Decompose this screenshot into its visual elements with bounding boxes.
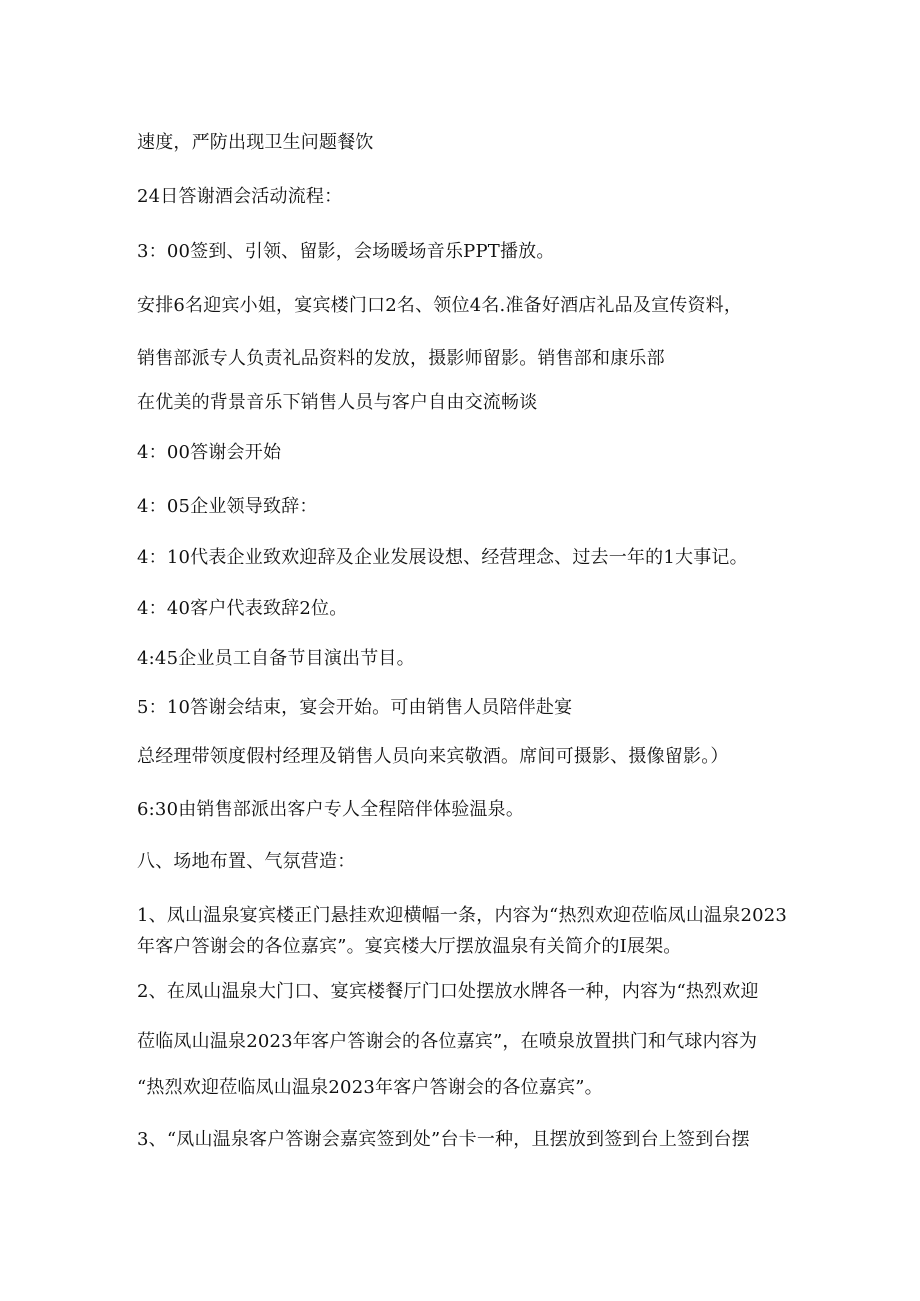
text-line: 3、“凤山温泉客户答谢会嘉宾签到处”台卡一种，且摆放到签到台上签到台摆: [137, 1129, 750, 1150]
text-line: 3：00签到、引领、留影，会场暖场音乐PPT播放。: [137, 241, 555, 262]
text-line: 6:30由销售部派出客户专人全程陪伴体验温泉。: [137, 799, 525, 820]
text-line: 安排6名迎宾小姐，宴宾楼门口2名、领位4名.准备好酒店礼品及宣传资料，: [137, 295, 743, 316]
text-line: 速度，严防出现卫生问题餐饮: [137, 132, 374, 153]
text-line: 4：10代表企业致欢迎辞及企业发展设想、经营理念、过去一年的1大事记。: [137, 547, 748, 568]
section-heading: 八、场地布置、气氛营造：: [137, 851, 356, 872]
text-line: 2、在凤山温泉大门口、宴宾楼餐厅门口处摆放水牌各一种，内容为“热烈欢迎: [137, 981, 759, 1002]
text-line: 销售部派专人负责礼品资料的发放，摄影师留影。销售部和康乐部: [137, 348, 665, 369]
text-line: 5：10答谢会结束，宴会开始。可由销售人员陪伴赴宴: [137, 697, 573, 718]
text-line: 莅临凤山温泉2023年客户答谢会的各位嘉宾”，在喷泉放置拱门和气球内容为: [137, 1031, 758, 1052]
text-line: 总经理带领度假村经理及销售人员向来宾敬酒。席间可摄影、摄像留影。）: [137, 746, 729, 767]
text-line: 24日答谢酒会活动流程：: [137, 186, 343, 207]
text-line: 在优美的背景音乐下销售人员与客户自由交流畅谈: [137, 392, 538, 413]
text-line: 4：00答谢会开始: [137, 442, 282, 463]
text-line: 4：05企业领导致辞：: [137, 496, 318, 517]
text-line: 年客户答谢会的各位嘉宾”。宴宾楼大厅摆放温泉有关简介的I展架。: [137, 936, 682, 957]
text-line: “热烈欢迎莅临凤山温泉2023年客户答谢会的各位嘉宾”。: [137, 1077, 603, 1098]
text-line: 1、凤山温泉宴宾楼正门悬挂欢迎横幅一条，内容为“热烈欢迎莅临凤山温泉2023: [137, 905, 788, 926]
text-line: 4:45企业员工自备节目演出节目。: [137, 648, 415, 669]
text-line: 4：40客户代表致辞2位。: [137, 598, 348, 619]
